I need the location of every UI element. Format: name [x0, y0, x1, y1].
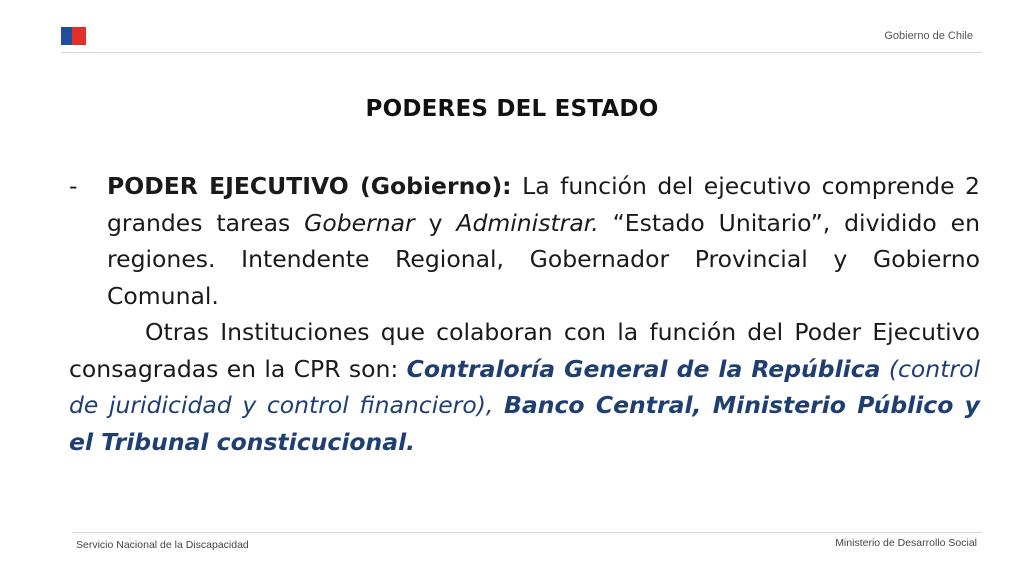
flag-red-block [72, 27, 86, 45]
footer-left-label: Servicio Nacional de la Discapacidad [76, 539, 249, 551]
slide-title: PODERES DEL ESTADO [365, 96, 659, 122]
footer-right-label: Ministerio de Desarrollo Social [835, 537, 977, 549]
bullet-paragraph [69, 168, 980, 314]
contraloria-term: Contraloría General de la República [406, 354, 881, 383]
institutions-paragraph [69, 314, 980, 460]
bullet-heading: PODER EJECUTIVO (Gobierno): [107, 172, 512, 200]
bullet-dash: - [69, 172, 78, 200]
bullet-text-2: y [414, 208, 457, 237]
bullet-text-3: “Estado Unitario”, dividido en regiones. Intendente Regional, Gobernador Provincial y Gobierno Comunal. [107, 208, 980, 310]
para2-text-1: Otras Instituciones que colaboran con la función del Poder Ejecutivo consagradas en la CPR son: [69, 318, 980, 383]
chile-flag-logo [61, 27, 86, 45]
slide-content [69, 168, 980, 460]
footer-divider [72, 532, 982, 533]
control-note: (control de juridicidad y control financiero), [69, 354, 980, 419]
bullet-text-1: La función del ejecutivo comprende 2 grandes tareas [107, 172, 981, 237]
term-gobernar: Gobernar [304, 208, 415, 237]
flag-blue-block [61, 27, 72, 45]
institutions-list: Banco Central, Ministerio Público y el Tribunal consticucional. [69, 391, 980, 456]
term-administrar: Administrar. [456, 208, 599, 237]
header-divider [61, 52, 982, 53]
government-label: Gobierno de Chile [884, 30, 973, 42]
